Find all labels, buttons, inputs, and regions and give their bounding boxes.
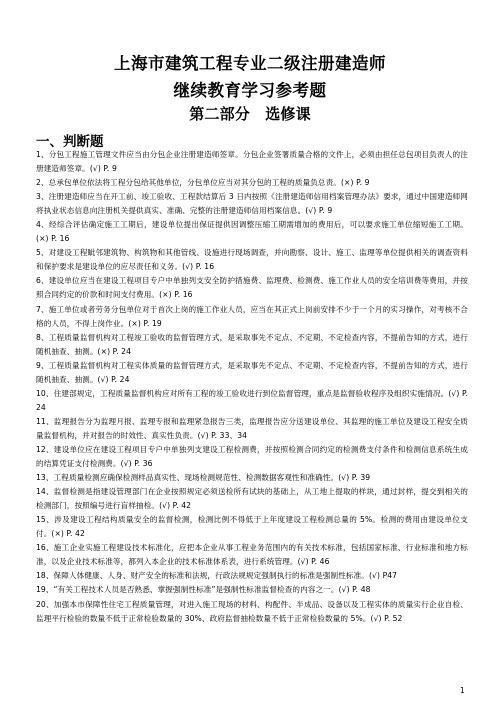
question-item: 1、分包工程施工管理文件应当由分包企业注册建造师签章。分包企业签署质量合格的文件上，必须由担任总包项目负责人的注册建造师签章。(√) P. 9 bbox=[36, 150, 468, 174]
question-item: 13、工程质量检测应确保检测样品真实性、现场检测规范性、检测数据客观性和准确性。(√) P. 39 bbox=[36, 473, 371, 483]
question-item: 14、监督检测是指建设管理部门在企业按照规定必须送检所有试块的基础上，从工地上提取的样块，通过封样，提交到相关的检测部门，按照编号进行盲样抽检。(√) P. 42 bbox=[36, 487, 468, 511]
question-item: 7、施工单位或者劳务分包单位对于首次上岗的施工作业人员，应当在其正式上岗前安排不少于一个月的实习操作，对考核不合格的人员，不得上岗作业。(×) P. 19 bbox=[36, 304, 468, 328]
page-number: 1 bbox=[460, 686, 465, 695]
document-subtitle: 继续教育学习参考题 bbox=[173, 81, 327, 100]
question-item: 19、“有关工程技术人员是否熟悉、掌握强制性标准”是强制性标准监督检查的内容之一。(√) P. 48 bbox=[36, 585, 371, 595]
question-item: 11、监理报告分为监理月报、监理专报和监理紧急报告三类，监理报告应分送建设单位、其监理的施工单位及建设工程安全质量监督机构，并对报告的时效性、真实性负责。(√) P. 33、34 bbox=[36, 416, 468, 440]
question-item: 2、总承包单位依法将工程分包给其他单位，分包单位应当对其分包的工程的质量负总责。(×) P. 9 bbox=[36, 178, 370, 188]
question-item: 9、工程质量监督机构对工程实体质量的监督管理方式，是采取事先不定点、不定期、不定检查内容，不提前告知的方式，进行随机抽查、抽测。(√) P. 24 bbox=[36, 360, 468, 384]
question-item: 4、经综合评估确定施工工期后，建设单位提出保证提供因调整压缩工期需增加的费用后，可以要求施工单位缩短施工工期。(×) P. 16 bbox=[36, 220, 468, 244]
question-item: 15、涉及建设工程结构质量安全的监督检测，检测比例不得低于上年度建设工程检测总量的 5%。检测的费用由建设单位支付。(×) P. 42 bbox=[36, 515, 468, 539]
question-item: 16、施工企业实施工程建设技术标准化，应把本企业从事工程业务范围内的有关技术标准，包括国家标准、行业标准和地方标准，以及企业技术标准等，都列入本企业的技术标准体系表，进行系统管理。(√) P. 46 bbox=[36, 543, 468, 567]
question-item: 3、注册建造师应当在开工前、竣工验收、工程款结算后 3 日内按照《注册建造师信用档案管理办法》要求，通过中国建造师网将执业状态信息向注册机关提供真实、准确、完整的注册建造师信用档案信息。(√) P. 9 bbox=[36, 192, 468, 216]
question-item: 10、住建部规定，工程质量监督机构应对所有工程的竣工验收进行到位监督管理，重点是监督验收程序及组织实施情况。(√) P. 24 bbox=[36, 388, 468, 412]
part-title: 第二部分 选修课 bbox=[189, 105, 311, 123]
section-heading: 一、判断题 bbox=[36, 134, 104, 150]
question-item: 5、对建设工程眦邻建筑物、构筑物和其他管线、设施进行现场调查，并向勘察、设计、施工、监理等单位提供相关的调查资料和保护要求是建设单位的应尽责任和义务。(√) P. 16 bbox=[36, 248, 468, 272]
question-list bbox=[36, 148, 468, 626]
question-item: 12、建设单位应在建设工程项目专户中单独列支建设工程检测费，并按照检测合同约定的检测费支付条件和检测信息系统生成的结算凭证支付检测费。(√) P. 36 bbox=[36, 444, 468, 469]
question-item: 6、建设单位应当在建设工程项目专户中单独列支安全防护措施费、监理费、检测费、施工作业人员的安全培训费等费用，并按照合同约定的价款和时间支付费用。(×) P. 16 bbox=[36, 276, 468, 300]
question-item: 8、工程质量监督机构对工程竣工验收的监督管理方式，是采取事先不定点、不定期、不定检查内容，不提前告知的方式，进行随机抽查、抽测。(×) P. 24 bbox=[36, 332, 468, 356]
question-item: 18、保障人体健康、人身、财产安全的标准和法规，行政法规规定强制执行的标准是强制性标准。(√) P47 bbox=[36, 571, 398, 581]
document-title: 上海市建筑工程专业二级注册建造师 bbox=[114, 54, 386, 73]
question-item: 20、加强本市保障性住宅工程质量管理，对进入施工现场的材料、构配件、半成品、设备以及工程实体的质量实行企业自检、监理平行检验的数量不低于正常检验数量的 30%、政府监督抽检数量不低于正常检验数量的 5%。(√) P. 52 bbox=[36, 599, 468, 623]
